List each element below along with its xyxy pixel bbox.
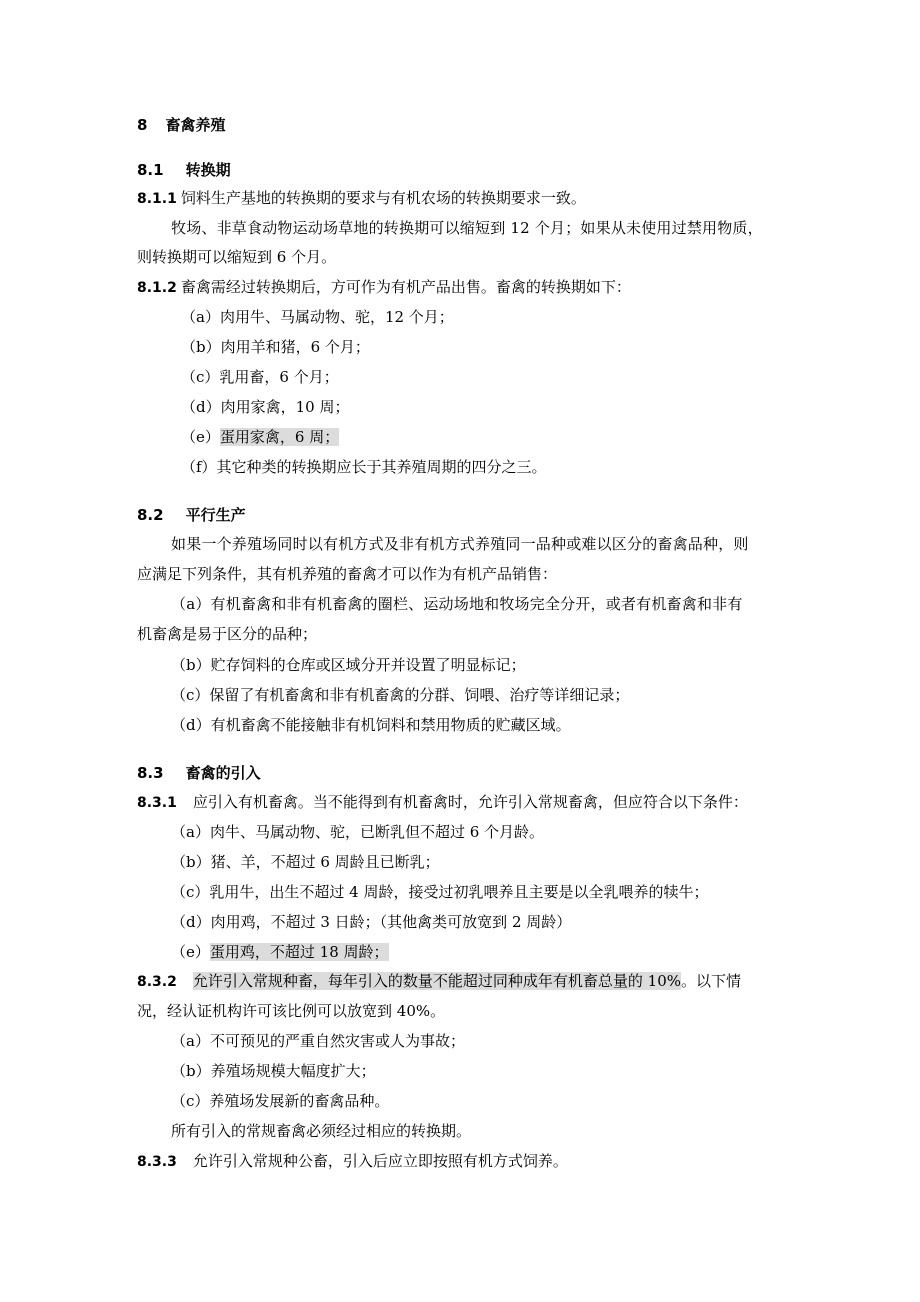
clause-8-3-3: 8.3.3 允许引入常规种公畜，引入后应立即按照有机方式饲养。	[137, 1152, 568, 1170]
highlighted-text: 允许引入常规种畜，每年引入的数量不能超过同种成年有机畜总量的 10%	[192, 972, 681, 990]
list-item: （d）有机畜禽不能接触非有机饲料和禁用物质的贮藏区域。	[171, 716, 571, 734]
list-item: （e）蛋用鸡，不超过 18 周龄；	[171, 943, 389, 961]
section-heading-8-3: 8.3 畜禽的引入	[137, 764, 261, 782]
list-item: （a）肉用牛、马属动物、驼，12 个月；	[181, 308, 454, 326]
clause-number: 8.3.1	[137, 795, 177, 811]
clause-8-3-1: 8.3.1 应引入有机畜禽。当不能得到有机畜禽时，允许引入常规畜禽，但应符合以下条件：	[137, 793, 748, 811]
paragraph-line: 则转换期可以缩短到 6 个月。	[137, 248, 337, 266]
paragraph-line: 应满足下列条件，其有机养殖的畜禽才可以作为有机产品销售：	[137, 565, 558, 583]
list-item: （d）肉用家禽，10 周；	[181, 398, 350, 416]
list-item: （f）其它种类的转换期应长于其养殖周期的四分之三。	[181, 458, 547, 476]
chapter-number: 8	[137, 116, 148, 134]
section-heading-8-1: 8.1 转换期	[137, 161, 231, 179]
chapter-heading	[137, 111, 225, 140]
clause-8-1-1: 8.1.1 饲料生产基地的转换期的要求与有机农场的转换期要求一致。	[137, 189, 586, 207]
chapter-title: 畜禽养殖	[165, 116, 226, 134]
list-item: （b）养殖场规模大幅度扩大；	[171, 1062, 376, 1080]
paragraph-line: 机畜禽是易于区分的品种；	[137, 625, 318, 643]
highlighted-text: 蛋用鸡，不超过 18 周龄；	[209, 943, 389, 961]
list-item: （b）贮存饲料的仓库或区域分开并设置了明显标记；	[171, 656, 526, 674]
section-heading-8-2: 8.2 平行生产	[137, 506, 246, 524]
paragraph-line: 所有引入的常规畜禽必须经过相应的转换期。	[171, 1122, 472, 1140]
list-item: （a）肉牛、马属动物、驼，已断乳但不超过 6 个月龄。	[171, 823, 545, 841]
clause-number: 8.1.1	[137, 191, 177, 207]
clause-8-3-2: 8.3.2 允许引入常规种畜，每年引入的数量不能超过同种成年有机畜总量的 10%。以下情	[137, 972, 742, 990]
list-item: （c）乳用畜，6 个月；	[181, 368, 339, 386]
paragraph-line: 牧场、非草食动物运动场草地的转换期可以缩短到 12 个月；如果从未使用过禁用物质，	[171, 219, 763, 237]
list-item: （b）肉用羊和猪，6 个月；	[181, 338, 370, 356]
list-item: （c）养殖场发展新的畜禽品种。	[171, 1092, 390, 1110]
list-item: （a）不可预见的严重自然灾害或人为事故；	[171, 1032, 465, 1050]
list-item: （a）有机畜禽和非有机畜禽的圈栏、运动场地和牧场完全分开，或者有机畜禽和非有	[171, 595, 743, 613]
list-item: （e）蛋用家禽，6 周；	[181, 428, 340, 446]
clause-number: 8.1.2	[137, 280, 177, 296]
highlighted-text: 蛋用家禽，6 周；	[219, 428, 340, 446]
list-item: （b）猪、羊，不超过 6 周龄且已断乳；	[171, 853, 440, 871]
clause-number: 8.3.2	[137, 974, 177, 990]
clause-number: 8.3.3	[137, 1154, 177, 1170]
clause-8-1-2: 8.1.2 畜禽需经过转换期后，方可作为有机产品出售。畜禽的转换期如下：	[137, 278, 631, 296]
paragraph-line: 况，经认证机构许可该比例可以放宽到 40%。	[137, 1002, 446, 1020]
list-item: （c）保留了有机畜禽和非有机畜禽的分群、饲喂、治疗等详细记录；	[171, 686, 630, 704]
list-item: （d）肉用鸡，不超过 3 日龄；（其他禽类可放宽到 2 周龄）	[171, 913, 572, 931]
list-item: （c）乳用牛，出生不超过 4 周龄，接受过初乳喂养且主要是以全乳喂养的犊牛；	[171, 883, 709, 901]
paragraph-line: 如果一个养殖场同时以有机方式及非有机方式养殖同一品种或难以区分的畜禽品种，则	[171, 535, 749, 553]
